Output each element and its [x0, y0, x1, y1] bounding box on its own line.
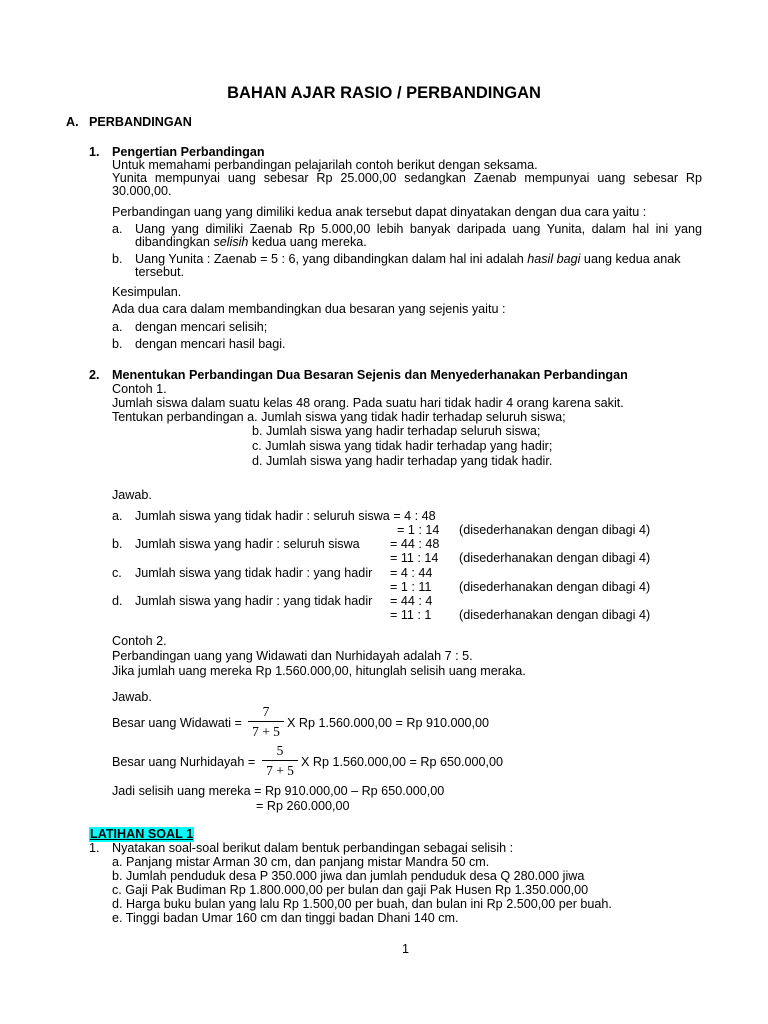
answer-a-note: (disederhanakan dengan dibagi 4)	[459, 523, 651, 537]
answer-d-text: Jumlah siswa yang hadir : yang tidak hadir	[135, 594, 373, 608]
way-a-label: a.	[112, 222, 123, 236]
latihan-instruction: Nyatakan soal-soal berikut dalam bentuk perbandingan sebagai selisih :	[112, 841, 514, 855]
answer-b-simplified: = 11 : 14	[390, 551, 439, 565]
answer-a-text: Jumlah siswa yang tidak hadir : seluruh siswa = 4 : 48	[135, 509, 436, 523]
answer-c-label: c.	[112, 566, 122, 580]
item1-intro: Untuk memahami perbandingan pelajarilah contoh berikut dengan seksama.	[112, 158, 538, 172]
way-b-line2: tersebut.	[135, 265, 185, 279]
answer-b-label: b.	[112, 537, 123, 551]
answer-a-simplified: = 1 : 14	[397, 523, 440, 537]
latihan-item-e: e. Tinggi badan Umar 160 cm dan tinggi badan Dhani 140 cm.	[112, 911, 459, 925]
answer-d-label: d.	[112, 594, 123, 608]
item1-number: 1.	[89, 145, 100, 159]
answer-d-ratio: = 44 : 4	[390, 594, 433, 608]
section-a-heading: PERBANDINGAN	[89, 115, 192, 129]
way-b-label: b.	[112, 252, 123, 266]
item1-example-line2: 30.000,00.	[112, 184, 172, 198]
nurhidayah-result: X Rp 1.560.000,00 = Rp 650.000,00	[301, 755, 504, 769]
conclusion-b-label: b.	[112, 337, 123, 351]
selisih-line2: = Rp 260.000,00	[256, 799, 350, 813]
nurhidayah-numerator: 5	[276, 743, 284, 758]
latihan-item-a: a. Panjang mistar Arman 30 cm, dan panjang mistar Mandra 50 cm.	[112, 855, 490, 869]
nurhidayah-label: Besar uang Nurhidayah =	[112, 755, 256, 769]
answer-b-ratio: = 44 : 48	[390, 537, 440, 551]
contoh2-line1: Perbandingan uang yang Widawati dan Nurhidayah adalah 7 : 5.	[112, 649, 473, 663]
answer-c-simplified: = 1 : 11	[390, 580, 432, 594]
answer-d-note: (disederhanakan dengan dibagi 4)	[459, 608, 651, 622]
way-a-emphasis: selisih	[213, 235, 249, 249]
item1-example-line1: Yunita mempunyai uang sebesar Rp 25.000,00 sedangkan Zaenab mempunyai uang sebesar Rp	[112, 171, 702, 185]
way-b-line1: Uang Yunita : Zaenab = 5 : 6, yang dibandingkan dalam hal ini adalah hasil bagi uang kedua anak	[135, 252, 681, 266]
answer-a-label: a.	[112, 509, 123, 523]
jawab1-label: Jawab.	[112, 488, 152, 502]
latihan-heading: LATIHAN SOAL 1	[90, 827, 194, 841]
nurhidayah-fraction	[262, 742, 298, 779]
contoh1-question-b: b. Jumlah siswa yang hadir terhadap seluruh siswa;	[252, 424, 541, 438]
conclusion-label: Kesimpulan.	[112, 285, 182, 299]
latihan-number: 1.	[89, 841, 100, 855]
widawati-label: Besar uang Widawati =	[112, 716, 242, 730]
conclusion-text: Ada dua cara dalam membandingkan dua besaran yang sejenis yaitu :	[112, 302, 506, 316]
latihan-item-c: c. Gaji Pak Budiman Rp 1.800.000,00 per bulan dan gaji Pak Husen Rp 1.350.000,00	[112, 883, 589, 897]
answer-b-note: (disederhanakan dengan dibagi 4)	[459, 551, 651, 565]
widawati-fraction	[248, 703, 284, 740]
fraction-bar	[262, 760, 298, 761]
jawab2-label: Jawab.	[112, 690, 152, 704]
answer-c-ratio: = 4 : 44	[390, 566, 433, 580]
answer-d-simplified: = 11 : 1	[390, 608, 432, 622]
contoh1-question-a: Tentukan perbandingan a. Jumlah siswa yang tidak hadir terhadap seluruh siswa;	[112, 410, 566, 424]
section-a-label: A.	[66, 115, 79, 129]
widawati-numerator: 7	[262, 704, 270, 719]
item1-statement: Perbandingan uang yang dimiliki kedua anak tersebut dapat dinyatakan dengan dua cara yaitu :	[112, 205, 647, 219]
latihan-item-b: b. Jumlah penduduk desa P 350.000 jiwa dan jumlah penduduk desa Q 280.000 jiwa	[112, 869, 585, 883]
widawati-result: X Rp 1.560.000,00 = Rp 910.000,00	[287, 716, 490, 730]
conclusion-a: dengan mencari selisih;	[135, 320, 268, 334]
page-title: BAHAN AJAR RASIO / PERBANDINGAN	[227, 84, 541, 102]
answer-c-text: Jumlah siswa yang tidak hadir : yang hadir	[135, 566, 373, 580]
contoh1-question-d: d. Jumlah siswa yang hadir terhadap yang tidak hadir.	[252, 454, 553, 468]
contoh2-line2: Jika jumlah uang mereka Rp 1.560.000,00, hitunglah selisih uang meraka.	[112, 664, 526, 678]
item1-heading: Pengertian Perbandingan	[112, 145, 265, 159]
item2-number: 2.	[89, 368, 100, 382]
contoh1-question-c: c. Jumlah siswa yang tidak hadir terhadap yang hadir;	[252, 439, 553, 453]
conclusion-b: dengan mencari hasil bagi.	[135, 337, 286, 351]
contoh1-text: Jumlah siswa dalam suatu kelas 48 orang. Pada suatu hari tidak hadir 4 orang karena sakit.	[112, 396, 624, 410]
way-b-emphasis: hasil bagi	[527, 252, 581, 266]
contoh2-label: Contoh 2.	[112, 634, 167, 648]
way-a-line1: Uang yang dimiliki Zaenab Rp 5.000,00 lebih banyak daripada uang Yunita, dalam hal ini yang	[135, 222, 702, 236]
item2-heading: Menentukan Perbandingan Dua Besaran Sejenis dan Menyederhanakan Perbandingan	[112, 368, 628, 382]
answer-c-note: (disederhanakan dengan dibagi 4)	[459, 580, 651, 594]
way-a-line2: dibandingkan selisih kedua uang mereka.	[135, 235, 367, 249]
fraction-bar	[248, 721, 284, 722]
selisih-line1: Jadi selisih uang mereka = Rp 910.000,00 – Rp 650.000,00	[112, 784, 445, 798]
conclusion-a-label: a.	[112, 320, 123, 334]
contoh1-label: Contoh 1.	[112, 382, 167, 396]
nurhidayah-denominator: 7 + 5	[266, 763, 294, 778]
latihan-item-d: d. Harga buku bulan yang lalu Rp 1.500,00 per buah, dan bulan ini Rp 2.500,00 per buah.	[112, 897, 612, 911]
page-number: 1	[402, 942, 410, 956]
widawati-denominator: 7 + 5	[252, 724, 280, 739]
answer-b-text: Jumlah siswa yang hadir : seluruh siswa	[135, 537, 360, 551]
